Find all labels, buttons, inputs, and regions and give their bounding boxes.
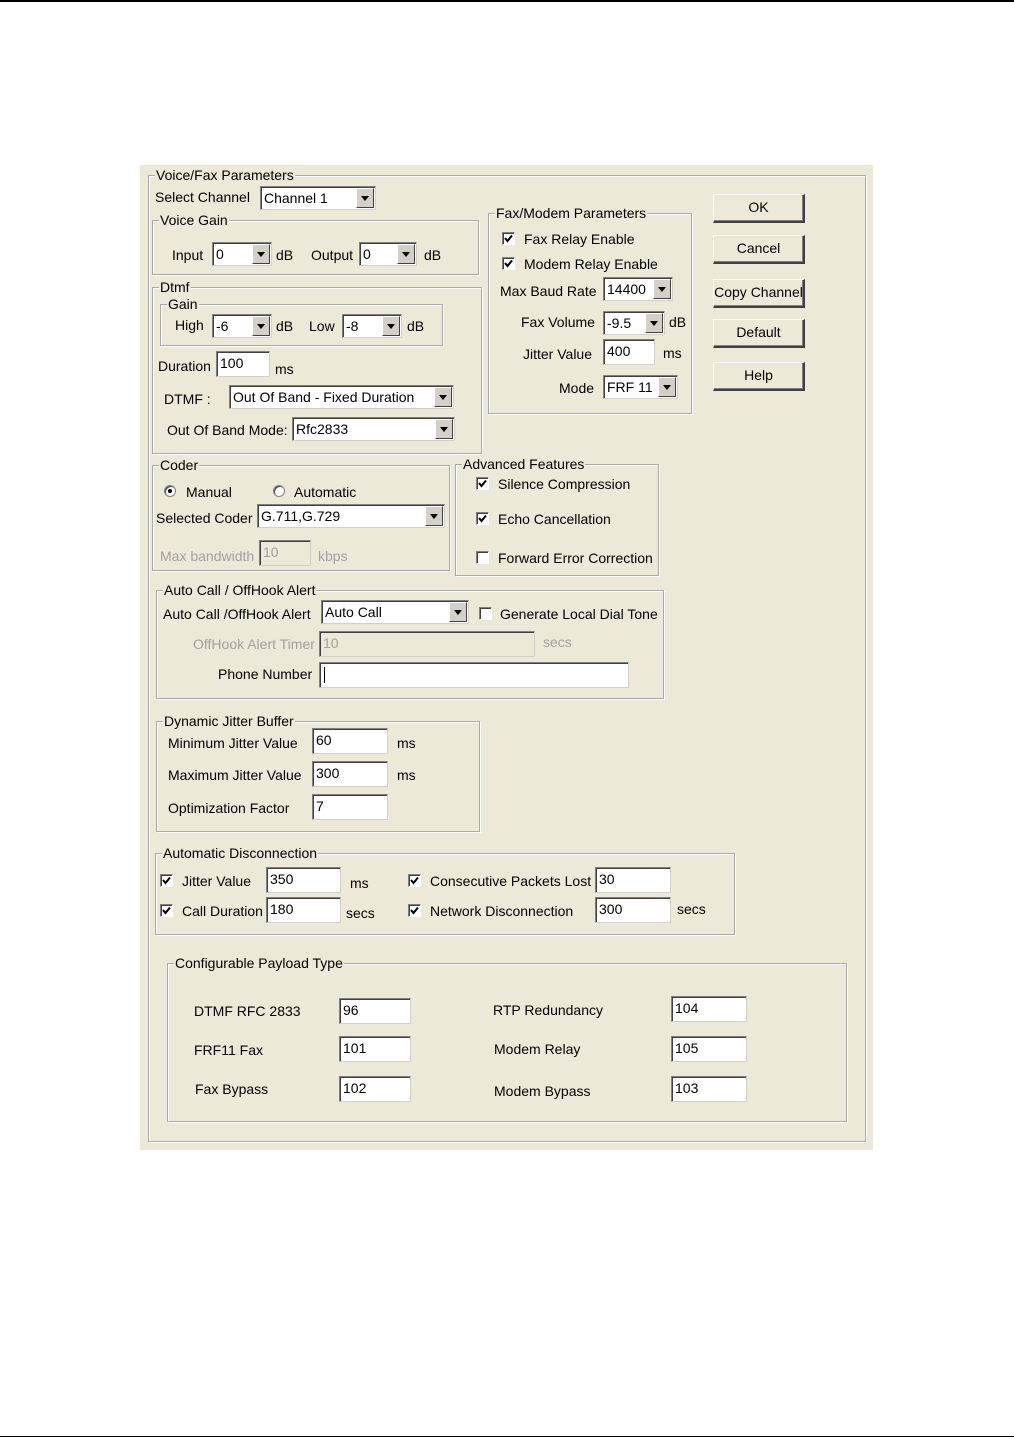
payload-fax-bypass-label: Fax Bypass <box>195 1081 269 1097</box>
input-gain-label: Input <box>172 247 204 263</box>
select-channel-value: Channel 1 <box>264 190 328 206</box>
oob-mode-value: Rfc2833 <box>296 421 349 437</box>
dtmf-duration-unit: ms <box>275 361 294 377</box>
max-jitter-unit: ms <box>397 767 416 783</box>
chevron-down-icon[interactable] <box>653 279 671 299</box>
chevron-down-icon[interactable] <box>645 313 663 333</box>
chevron-down-icon[interactable] <box>449 602 467 622</box>
fax-jitter-unit: ms <box>663 345 682 361</box>
max-bandwidth-label: Max bandwidth <box>160 548 255 564</box>
dtmf-mode-dropdown[interactable] <box>229 385 454 409</box>
jitter-disconnect-unit: ms <box>350 875 369 891</box>
dtmf-mode-label: DTMF : <box>164 391 211 407</box>
advanced-features-title: Advanced Features <box>463 456 585 472</box>
payload-modem-relay-label: Modem Relay <box>494 1041 581 1057</box>
jitter-disconnect-checkbox[interactable] <box>160 874 173 887</box>
payload-frf11-field[interactable]: 101 <box>339 1036 411 1062</box>
packets-lost-checkbox[interactable] <box>408 874 421 887</box>
fax-volume-value: -9.5 <box>607 315 632 331</box>
fax-jitter-label: Jitter Value <box>523 346 592 362</box>
selected-coder-dropdown[interactable] <box>257 504 445 528</box>
phone-number-field[interactable] <box>319 662 629 688</box>
voice-gain-title: Voice Gain <box>160 212 228 228</box>
dtmf-low-value: -8 <box>346 318 359 334</box>
chevron-down-icon[interactable] <box>425 506 443 526</box>
auto-call-title: Auto Call / OffHook Alert <box>164 582 316 598</box>
auto-call-mode-dropdown[interactable] <box>321 600 469 624</box>
output-gain-dropdown[interactable] <box>359 242 417 266</box>
max-baud-dropdown[interactable] <box>603 277 673 301</box>
oob-mode-label: Out Of Band Mode: <box>167 422 288 438</box>
network-disconnect-label: Network Disconnection <box>430 903 574 919</box>
fax-relay-label: Fax Relay Enable <box>524 231 635 247</box>
max-jitter-label: Maximum Jitter Value <box>168 767 302 783</box>
page-top-rule <box>0 0 1014 2</box>
max-jitter-field[interactable]: 300 <box>312 761 388 787</box>
phone-number-label: Phone Number <box>218 666 313 682</box>
ok-button[interactable]: OK <box>713 194 805 223</box>
payload-fax-bypass-field[interactable]: 102 <box>339 1076 411 1102</box>
min-jitter-label: Minimum Jitter Value <box>168 735 298 751</box>
network-disconnect-checkbox[interactable] <box>408 904 421 917</box>
optimization-factor-field[interactable]: 7 <box>312 794 388 820</box>
fax-volume-dropdown[interactable] <box>603 311 665 335</box>
dial-tone-checkbox[interactable] <box>479 607 492 620</box>
jitter-buffer-title: Dynamic Jitter Buffer <box>164 713 294 729</box>
chevron-down-icon[interactable] <box>356 188 374 208</box>
echo-cancellation-label: Echo Cancellation <box>498 511 611 527</box>
auto-disconnect-title: Automatic Disconnection <box>163 845 318 861</box>
payload-dtmf-field[interactable]: 96 <box>339 998 411 1024</box>
payload-title: Configurable Payload Type <box>175 955 343 971</box>
copy-channel-button[interactable]: Copy Channel <box>713 279 805 308</box>
payload-modem-relay-field[interactable]: 105 <box>671 1036 747 1062</box>
call-duration-unit: secs <box>346 905 375 921</box>
call-duration-label: Call Duration <box>182 903 263 919</box>
chevron-down-icon[interactable] <box>434 387 452 407</box>
payload-dtmf-label: DTMF RFC 2833 <box>194 1003 301 1019</box>
payload-rtp-label: RTP Redundancy <box>493 1002 603 1018</box>
fax-mode-value: FRF 11 <box>607 379 653 395</box>
dtmf-low-label: Low <box>309 318 335 334</box>
fec-checkbox[interactable] <box>476 551 489 564</box>
help-button[interactable]: Help <box>713 362 805 391</box>
voice-fax-dialog <box>140 165 873 1150</box>
max-bandwidth-field[interactable]: 10 <box>259 540 311 566</box>
text-cursor <box>324 667 325 683</box>
chevron-down-icon[interactable] <box>397 244 415 264</box>
chevron-down-icon[interactable] <box>252 244 270 264</box>
offhook-timer-label: OffHook Alert Timer <box>193 636 315 652</box>
dial-tone-label: Generate Local Dial Tone <box>500 606 658 622</box>
fax-volume-unit: dB <box>669 314 687 330</box>
packets-lost-label: Consecutive Packets Lost <box>430 873 592 889</box>
fax-relay-checkbox[interactable] <box>502 232 515 245</box>
silence-compression-checkbox[interactable] <box>476 477 489 490</box>
dtmf-title: Dtmf <box>160 279 190 295</box>
oob-mode-dropdown[interactable] <box>292 417 455 441</box>
fec-label: Forward Error Correction <box>498 550 653 566</box>
call-duration-field[interactable]: 180 <box>266 897 341 923</box>
selected-coder-label: Selected Coder <box>156 510 253 526</box>
payload-frf11-label: FRF11 Fax <box>194 1042 263 1058</box>
call-duration-checkbox[interactable] <box>160 904 173 917</box>
jitter-disconnect-field[interactable]: 350 <box>266 867 341 893</box>
coder-title: Coder <box>160 457 199 473</box>
cancel-button[interactable]: Cancel <box>713 235 805 264</box>
dtmf-gain-title: Gain <box>168 296 198 312</box>
chevron-down-icon[interactable] <box>658 377 676 397</box>
chevron-down-icon[interactable] <box>382 316 400 336</box>
auto-call-mode-value: Auto Call <box>325 604 382 620</box>
manual-label: Manual <box>186 484 232 500</box>
offhook-timer-unit: secs <box>543 634 572 650</box>
jitter-disconnect-label: Jitter Value <box>182 873 251 889</box>
payload-rtp-field[interactable]: 104 <box>671 996 747 1022</box>
modem-relay-label: Modem Relay Enable <box>524 256 658 272</box>
dtmf-duration-field[interactable]: 100 <box>216 351 270 377</box>
select-channel-dropdown[interactable] <box>260 186 376 210</box>
output-gain-unit: dB <box>424 247 442 263</box>
silence-compression-label: Silence Compression <box>498 476 631 492</box>
echo-cancellation-checkbox[interactable] <box>476 512 489 525</box>
output-gain-label: Output <box>311 247 354 263</box>
dtmf-high-value: -6 <box>216 318 229 334</box>
fax-mode-dropdown[interactable] <box>603 375 678 399</box>
select-channel-label: Select Channel <box>155 189 250 205</box>
dtmf-low-dropdown[interactable] <box>342 314 402 338</box>
fax-mode-label: Mode <box>559 380 595 396</box>
min-jitter-unit: ms <box>397 735 416 751</box>
payload-modem-bypass-field[interactable]: 103 <box>671 1076 747 1102</box>
dtmf-low-unit: dB <box>407 318 425 334</box>
dtmf-duration-label: Duration <box>158 358 211 374</box>
automatic-label: Automatic <box>294 484 357 500</box>
voice-fax-group-title: Voice/Fax Parameters <box>156 167 294 183</box>
payload-modem-bypass-label: Modem Bypass <box>494 1083 591 1099</box>
packets-lost-field[interactable]: 30 <box>595 867 671 893</box>
default-button[interactable]: Default <box>713 319 805 348</box>
page-bottom-rule <box>0 1436 1014 1437</box>
optimization-factor-label: Optimization Factor <box>168 800 290 816</box>
input-gain-unit: dB <box>276 247 294 263</box>
dtmf-mode-value: Out Of Band - Fixed Duration <box>233 389 415 405</box>
automatic-radio[interactable] <box>273 485 285 497</box>
output-gain-value: 0 <box>363 246 371 262</box>
max-bandwidth-unit: kbps <box>318 548 348 564</box>
manual-radio[interactable] <box>164 485 176 497</box>
network-disconnect-field[interactable]: 300 <box>595 897 671 923</box>
fax-volume-label: Fax Volume <box>521 314 595 330</box>
dtmf-high-dropdown[interactable] <box>212 314 272 338</box>
input-gain-value: 0 <box>216 246 224 262</box>
selected-coder-value: G.711,G.729 <box>261 508 341 524</box>
offhook-timer-field[interactable]: 10 <box>319 631 535 657</box>
network-disconnect-unit: secs <box>677 901 706 917</box>
chevron-down-icon[interactable] <box>252 316 270 336</box>
max-baud-label: Max Baud Rate <box>500 283 597 299</box>
fax-jitter-field[interactable]: 400 <box>603 339 655 365</box>
dtmf-high-label: High <box>175 317 204 333</box>
dtmf-high-unit: dB <box>276 318 294 334</box>
auto-call-mode-label: Auto Call /OffHook Alert <box>163 606 311 622</box>
max-baud-value: 14400 <box>607 281 646 297</box>
chevron-down-icon[interactable] <box>435 419 453 439</box>
fax-modem-title: Fax/Modem Parameters <box>496 205 647 221</box>
modem-relay-checkbox[interactable] <box>502 257 515 270</box>
input-gain-dropdown[interactable] <box>212 242 272 266</box>
min-jitter-field[interactable]: 60 <box>312 728 388 754</box>
